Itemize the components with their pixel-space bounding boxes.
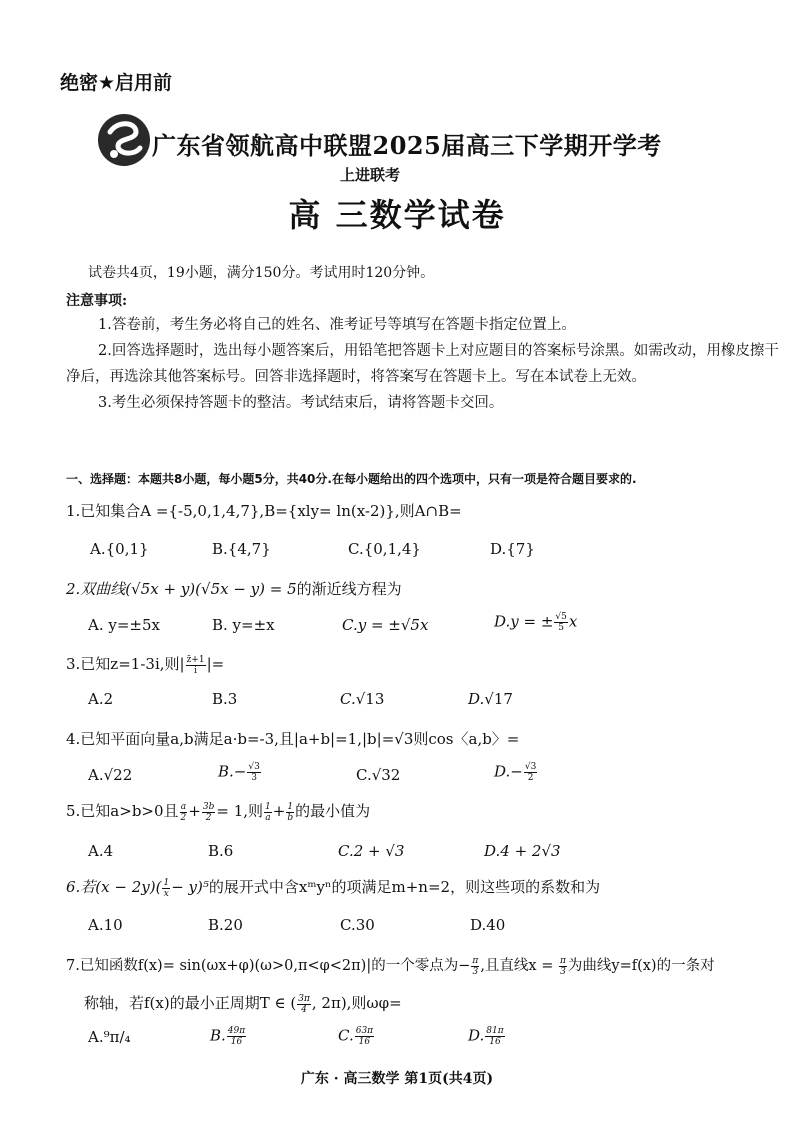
fraction: $\frac{√3}{2}$: [524, 762, 537, 783]
question-3-option-a: A.2: [88, 690, 114, 708]
question-7-option-a: A.⁹π/₄: [88, 1028, 131, 1046]
exam-logo: [96, 112, 152, 168]
question-6-option-a: A.10: [88, 916, 123, 934]
fraction: $\frac{81\pi}{16}$: [486, 1026, 504, 1047]
question-5-option-a: A.4: [88, 842, 114, 860]
fraction: $\frac{49\pi}{16}$: [227, 1026, 246, 1047]
question-5-stem: 5.已知a>b>0且 $\frac{a}{2}$ + $\frac{3b}{2}$ = 1,则 $\frac{1}{a}$ + $\frac{1}{b}$ 的最小值为: [66, 801, 371, 823]
notice-heading: 注意事项:: [66, 293, 128, 309]
question-7-option-c: C. $\frac{63\pi}{16}$: [338, 1026, 374, 1047]
notice-list: [66, 312, 780, 416]
question-1-option-c: C.{0,1,4}: [348, 540, 421, 558]
question-6-option-d: D.40: [470, 916, 506, 934]
fraction: $\frac{3b}{2}$: [202, 801, 215, 823]
exam-intro: 试卷共4页，19小题，满分150分。考试用时120分钟。: [88, 265, 435, 281]
question-4-option-c: C.√32: [356, 766, 401, 784]
question-1-option-b: B.{4,7}: [212, 540, 271, 558]
fraction: $\frac{√3}{3}$: [248, 762, 260, 783]
notice-item-3: 3.考生必须保持答题卡的整洁。考试结束后，请将答题卡交回。: [98, 395, 504, 411]
question-2-text: 的渐近线方程为: [296, 580, 402, 598]
question-3-option-c: C.√13: [340, 690, 385, 708]
exam-title: 广东省领航高中联盟2025届高三下学期开学考: [152, 131, 662, 160]
question-3-stem: 3.已知z=1-3i,则| $\frac{z̄+1}{i}$ |=: [66, 654, 225, 676]
confidential-mark: 绝密★启用前: [60, 72, 173, 94]
question-2-option-a: A. y=±5x: [88, 616, 160, 634]
exam-subtitle: 上进联考: [340, 166, 401, 184]
question-1-option-a: A.{0,1}: [90, 540, 149, 558]
question-6-option-b: B.20: [208, 916, 243, 934]
fraction: $\frac{\pi}{3}$: [472, 955, 479, 977]
fraction: $\frac{√5}{5}$: [555, 612, 567, 633]
question-4-option-a: A.√22: [88, 766, 133, 784]
page-title: 高 三数学试卷: [288, 196, 506, 234]
question-4-option-d: D.− $\frac{√3}{2}$: [494, 762, 537, 783]
question-2-option-c: C.y = ±√5x: [342, 616, 429, 634]
page-footer: 广东 · 高三数学 第1页(共4页): [300, 1071, 494, 1087]
fraction: $\frac{63\pi}{16}$: [355, 1026, 374, 1047]
fraction: $\frac{1}{a}$: [265, 801, 271, 823]
question-5-option-b: B.6: [208, 842, 234, 860]
question-2-equation: 2.双曲线(√5x + y)(√5x − y) = 5: [66, 580, 297, 598]
question-7-option-b: B. $\frac{49\pi}{16}$: [210, 1026, 246, 1047]
question-7-stem-line-2: 称轴，若f(x)的最小正周期T ∈ ( $\frac{3\pi}{4}$ , 2π),则ωφ=: [84, 993, 402, 1015]
question-2-stem: [66, 578, 402, 599]
question-5-option-d: D.4 + 2√3: [484, 842, 561, 860]
fraction: $\frac{3\pi}{4}$: [298, 993, 310, 1015]
question-4-option-b: B.− $\frac{√3}{3}$: [218, 762, 260, 783]
question-7-option-d: D. $\frac{81\pi}{16}$: [468, 1026, 504, 1047]
section-heading: 一、选择题：本题共8小题，每小题5分，共40分.在每小题给出的四个选项中，只有一项是符合题目要求的.: [66, 472, 637, 486]
question-1-option-d: D.{7}: [490, 540, 535, 558]
fraction: $\frac{1}{b}$: [287, 801, 294, 823]
question-1-stem: 1.已知集合A ={-5,0,1,4,7},B={xly= ln(x-2)},则A∩B=: [66, 502, 462, 520]
question-2-option-d: D.y = ± $\frac{√5}{5}$ x: [494, 612, 578, 633]
question-6-stem: 6.若(x − 2y)( $\frac{1}{x}$ − y)⁵的展开式中含xᵐyⁿ的项满足m+n=2，则这些项的系数和为: [66, 877, 601, 899]
fraction: $\frac{\pi}{3}$: [559, 955, 566, 977]
fraction: $\frac{z̄+1}{i}$: [186, 654, 205, 676]
fraction: $\frac{1}{x}$: [163, 877, 170, 899]
question-3-option-b: B.3: [212, 690, 238, 708]
question-2-option-b: B. y=±x: [212, 616, 275, 634]
question-3-option-d: D.√17: [468, 690, 513, 708]
notice-item-2: 2.回答选择题时，选出每小题答案后，用铅笔把答题卡上对应题目的答案标号涂黑。如需改动，用橡皮擦干净后，再选涂其他答案标号。回答非选择题时，将答案写在答题卡上。写在本试卷上无效。: [66, 343, 779, 385]
fraction: $\frac{a}{2}$: [180, 801, 187, 823]
question-7-stem-line-1: 7.已知函数f(x)= sin(ωx+φ)(ω>0,π<φ<2π)|的一个零点为− $\frac{\pi}{3}$ ,且直线x = $\frac{\pi}{3}$ 为曲线y=f(x)的一条对: [66, 955, 715, 977]
notice-item-1: 1.答卷前，考生务必将自己的姓名、准考证号等填写在答题卡指定位置上。: [98, 317, 576, 333]
question-4-stem: 4.已知平面向量a,b满足a·b=-3,且|a+b|=1,|b|=√3则cos〈a,b〉=: [66, 730, 520, 748]
question-6-option-c: C.30: [340, 916, 375, 934]
question-5-option-c: C.2 + √3: [338, 842, 405, 860]
